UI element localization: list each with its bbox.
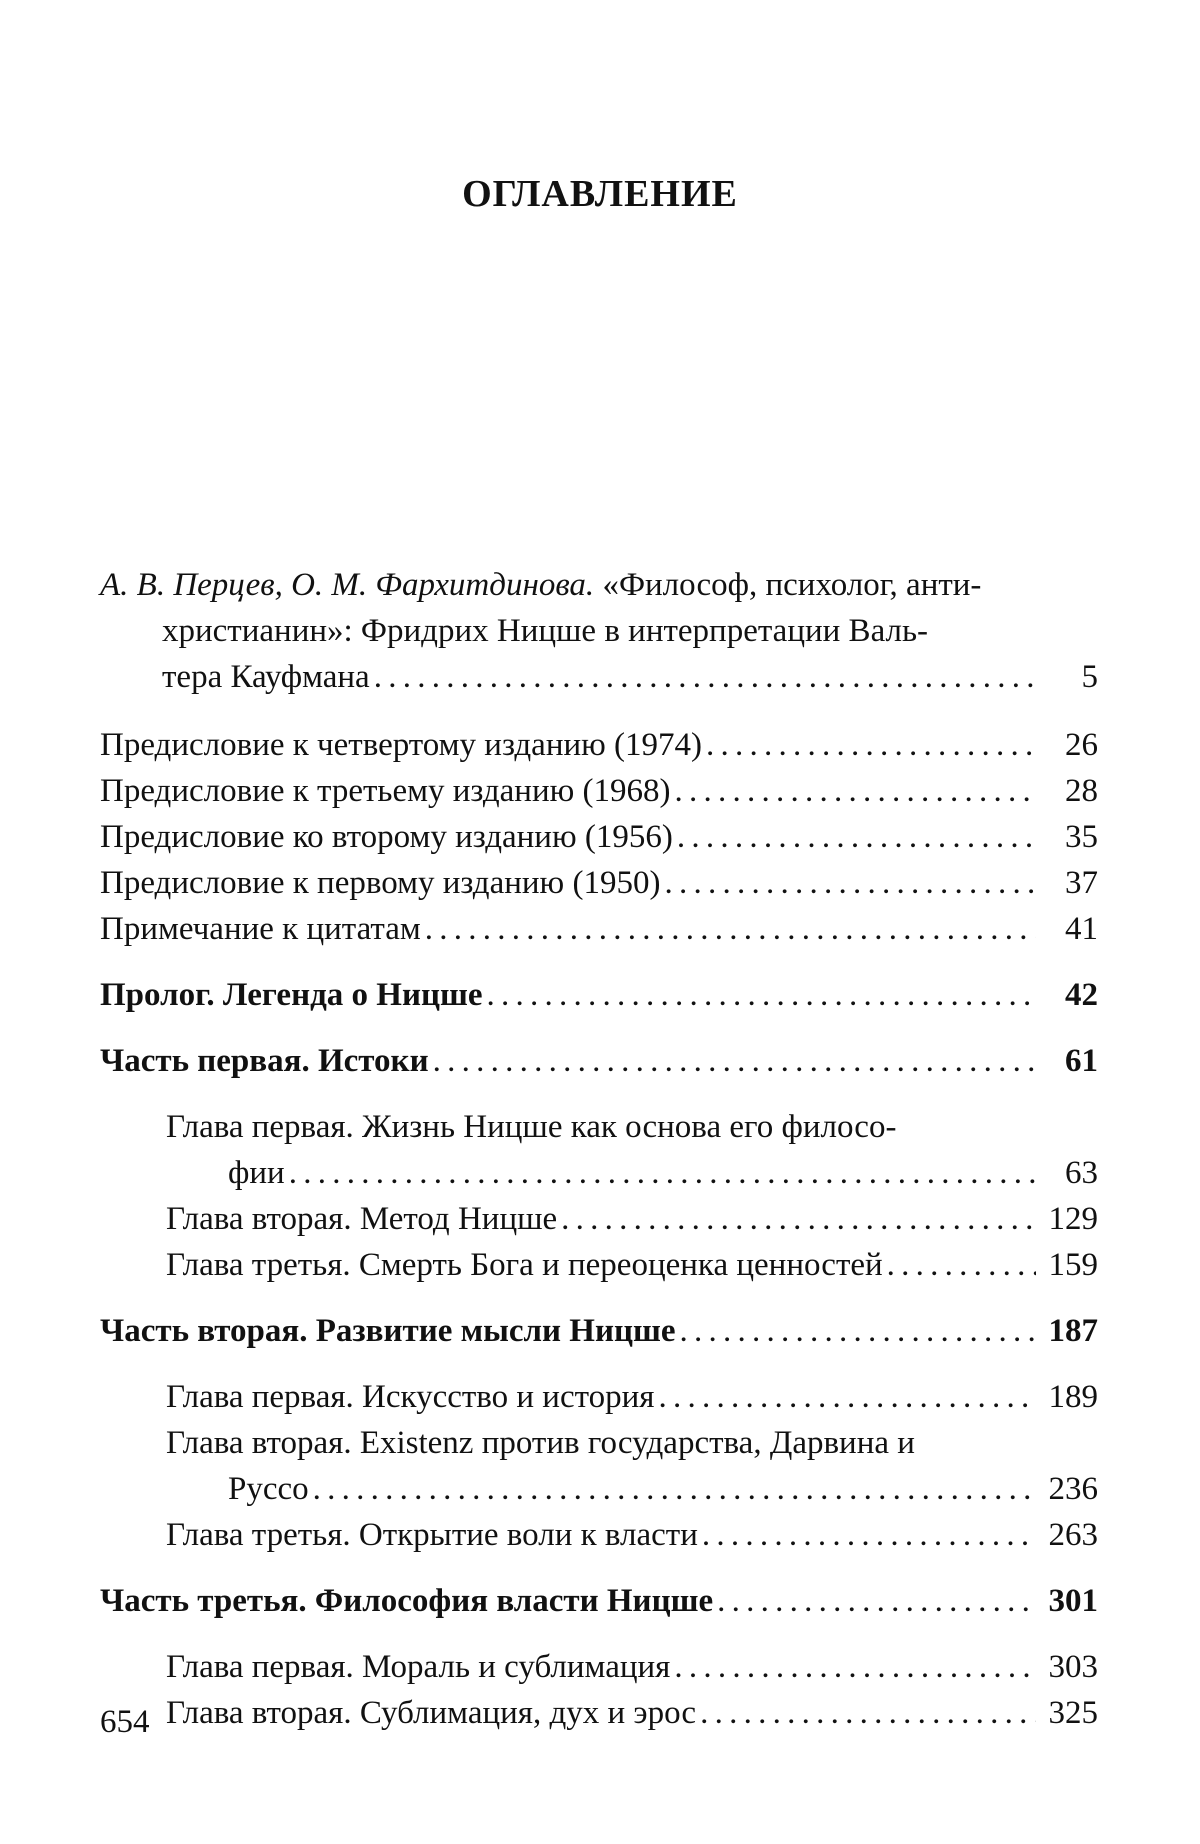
page-number: 41	[1065, 911, 1098, 947]
toc-entry-label: Предисловие ко второму изданию (1956)	[100, 819, 673, 855]
toc-entry-label: Глава первая. Мораль и сублимация	[166, 1649, 671, 1685]
toc-entry-label: Глава третья. Смерть Бога и переоценка ценностей	[166, 1247, 883, 1283]
toc-entry-intro	[100, 562, 1098, 700]
toc-entry-part-2-chapter-3	[166, 1512, 1098, 1558]
toc-entry-label: Предисловие к первому изданию (1950)	[100, 865, 661, 901]
toc-entry-part-3	[100, 1578, 1098, 1624]
page-number: 187	[1048, 1313, 1098, 1349]
dot-leader	[561, 1196, 1036, 1242]
toc-entry-part-3-chapter-2	[166, 1690, 1098, 1736]
toc-entry-intro-line1	[100, 562, 981, 608]
toc-entry-part-1-chapter-1	[166, 1104, 1098, 1196]
toc-entry-label: Глава третья. Открытие воли к власти	[166, 1517, 698, 1553]
page-number: 37	[1065, 865, 1098, 901]
page-number: 303	[1048, 1649, 1098, 1685]
toc-entry-label: Глава вторая. Сублимация, дух и эрос	[166, 1695, 697, 1731]
page-number: 61	[1065, 1043, 1098, 1079]
toc-entry-preface-1956	[100, 814, 1098, 860]
dot-leader	[677, 814, 1036, 860]
toc-entry-label: Глава первая. Жизнь Ницше как основа его филосо-	[166, 1109, 897, 1145]
dot-leader	[706, 722, 1036, 768]
toc-entry-part-1-chapter-3	[166, 1242, 1098, 1288]
toc-entry-part-2	[100, 1308, 1098, 1354]
toc-entry-label: Часть вторая. Развитие мысли Ницше	[100, 1313, 676, 1349]
page-number: 63	[1065, 1155, 1098, 1191]
page-number: 263	[1048, 1517, 1098, 1553]
dot-leader	[702, 1512, 1036, 1558]
toc-entry-label-continued: фии	[228, 1155, 285, 1191]
page-number: 189	[1048, 1379, 1098, 1415]
dot-leader	[374, 654, 1036, 700]
toc-entry-citations-note	[100, 906, 1098, 952]
toc-entry-label: Глава вторая. Метод Ницше	[166, 1201, 558, 1237]
toc-entry-label-continued: Руссо	[228, 1471, 309, 1507]
dot-leader	[313, 1466, 1036, 1512]
dot-leader	[717, 1578, 1036, 1624]
toc-entry-part-3-chapter-1	[166, 1644, 1098, 1690]
dot-leader	[700, 1690, 1036, 1736]
toc-entry-label: Глава первая. Искусство и история	[166, 1379, 655, 1415]
dot-leader	[674, 1644, 1036, 1690]
toc-entry-part-2-chapter-2	[166, 1420, 1098, 1512]
page-number: 159	[1048, 1247, 1098, 1283]
toc-entry-label: Часть первая. Истоки	[100, 1043, 429, 1079]
dot-leader	[680, 1308, 1036, 1354]
toc-entry-prologue	[100, 972, 1098, 1018]
toc-entry-intro-line2: христианин»: Фридрих Ницше в интерпретации Валь-	[162, 613, 929, 649]
toc-entry-label: Пролог. Легенда о Ницше	[100, 977, 483, 1013]
toc-entry-preface-1950	[100, 860, 1098, 906]
toc-entry-label: Предисловие к четвертому изданию (1974)	[100, 727, 703, 763]
dot-leader	[486, 972, 1036, 1018]
toc-entry-preface-1974	[100, 722, 1098, 768]
page-number: 28	[1065, 773, 1098, 809]
page-number: 236	[1048, 1471, 1098, 1507]
dot-leader	[658, 1374, 1036, 1420]
toc-entry-label: Примечание к цитатам	[100, 911, 421, 947]
dot-leader	[887, 1242, 1036, 1288]
toc-entry-intro-line3: тера Кауфмана	[162, 659, 370, 695]
page-number: 5	[1081, 659, 1098, 695]
toc-entry-label: Глава вторая. Existenz против государства, Дарвина и	[166, 1425, 915, 1461]
page-number: 26	[1065, 727, 1098, 763]
toc-entry-preface-1968	[100, 768, 1098, 814]
dot-leader	[425, 906, 1036, 952]
toc-entry-intro-authors: А. В. Перцев, О. М. Фархитдинова.	[100, 567, 595, 603]
toc-entry-intro-title-start: «Философ, психолог, анти-	[602, 567, 982, 603]
dot-leader	[664, 860, 1036, 906]
dot-leader	[289, 1150, 1036, 1196]
page-number: 301	[1048, 1583, 1098, 1619]
toc-entry-part-1	[100, 1038, 1098, 1084]
page-number: 325	[1048, 1695, 1098, 1731]
toc-entry-label: Часть третья. Философия власти Ницше	[100, 1583, 714, 1619]
toc-entry-part-2-chapter-1	[166, 1374, 1098, 1420]
dot-leader	[675, 768, 1037, 814]
page-number: 129	[1048, 1201, 1098, 1237]
dot-leader	[433, 1038, 1036, 1084]
table-of-contents	[100, 562, 1098, 1736]
toc-entry-label: Предисловие к третьему изданию (1968)	[100, 773, 671, 809]
page-folio-number: 654	[100, 1704, 150, 1740]
page-title: ОГЛАВЛЕНИЕ	[462, 173, 738, 215]
page-number: 35	[1065, 819, 1098, 855]
toc-entry-part-1-chapter-2	[166, 1196, 1098, 1242]
page-number: 42	[1065, 977, 1098, 1013]
